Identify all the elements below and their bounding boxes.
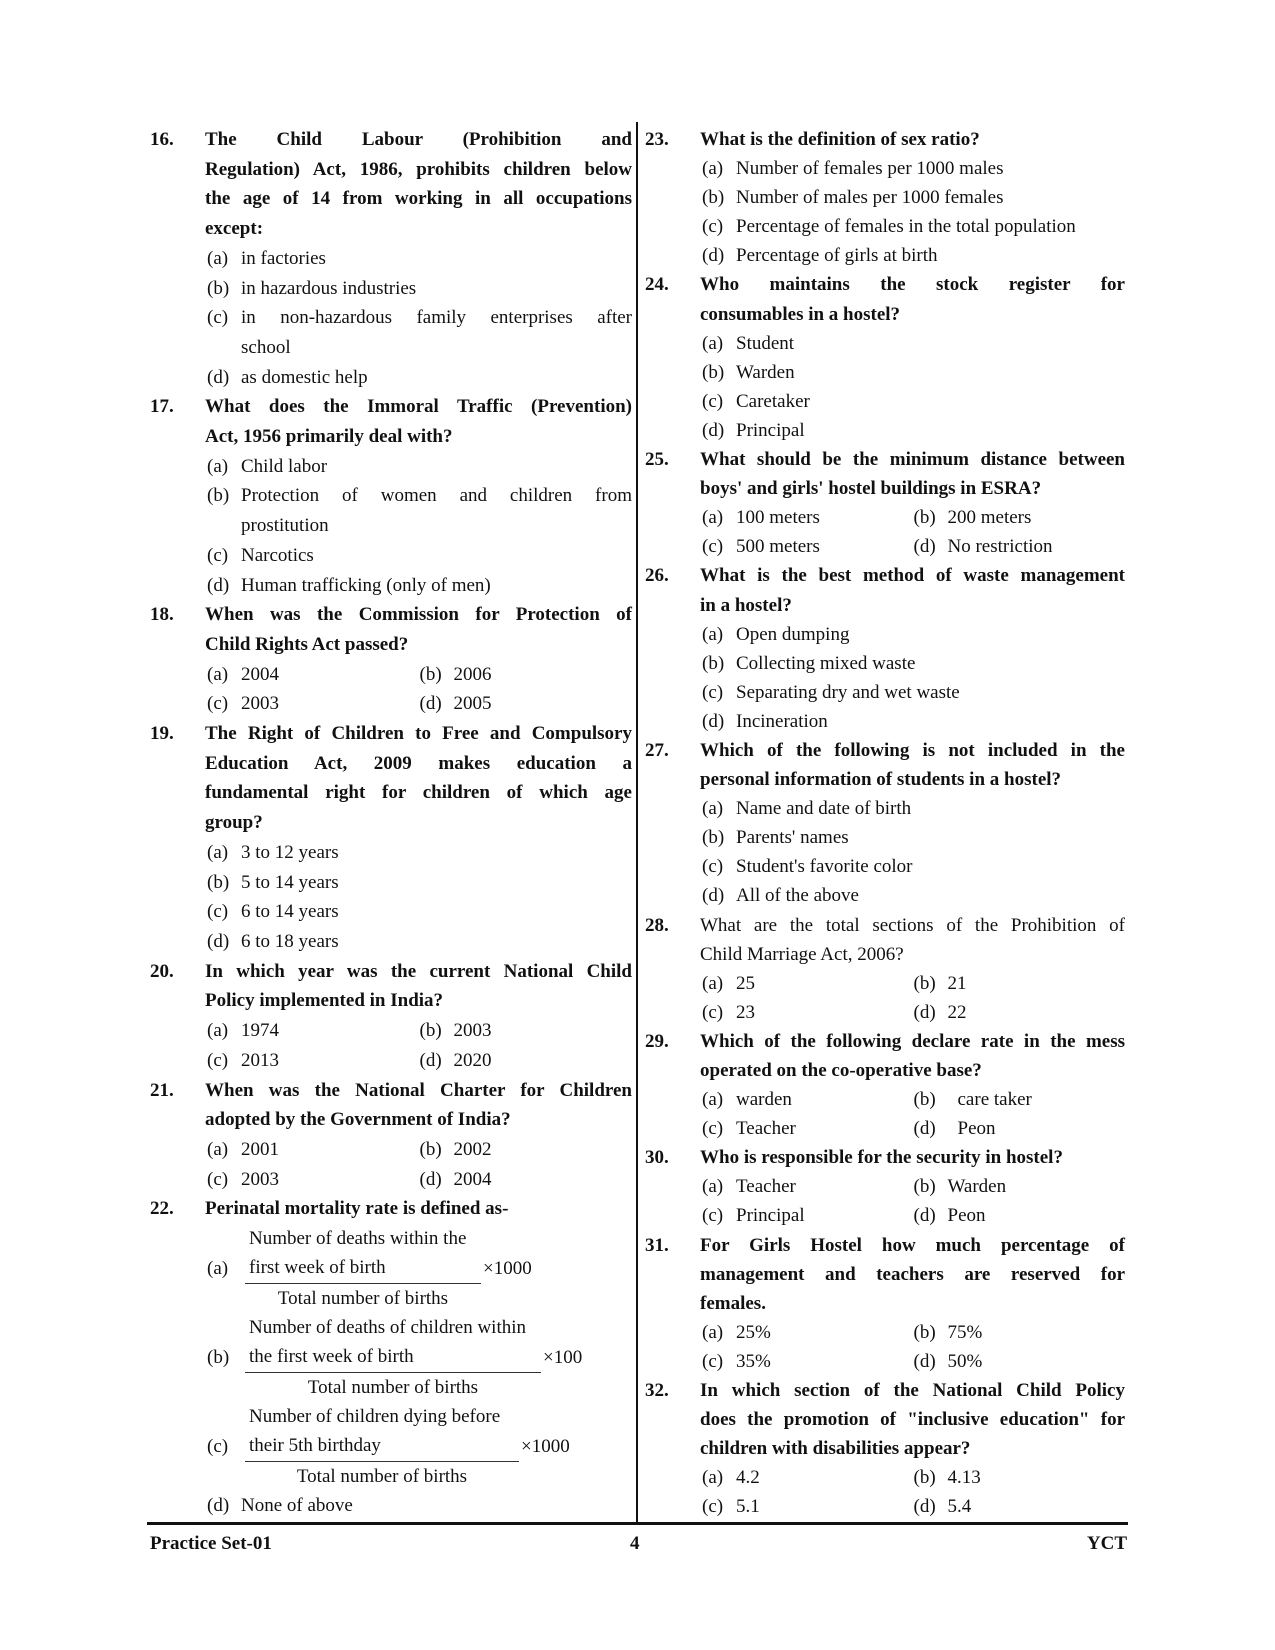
option-a[interactable]: (a) 1974 <box>207 1020 279 1042</box>
options <box>702 503 1125 561</box>
option-b[interactable]: (b) Parents' names <box>702 827 849 849</box>
question-29 <box>645 1027 1125 1143</box>
question-number: 25. <box>645 449 669 471</box>
option-c[interactable]: (c) 5.1 <box>702 1496 760 1518</box>
question-25 <box>645 445 1125 561</box>
option-c[interactable]: (c) Teacher <box>702 1118 796 1140</box>
option-d[interactable]: (d) Incineration <box>702 710 828 732</box>
option-b[interactable]: (b) 2006 <box>419 663 492 685</box>
question-number: 26. <box>645 565 669 587</box>
option-b[interactable]: (b) 5 to 14 years <box>207 871 339 893</box>
denominator: Total number of births <box>307 1377 479 1399</box>
question-number: 28. <box>645 914 669 936</box>
column-divider <box>636 122 638 1524</box>
question-23 <box>645 125 1125 270</box>
option-c[interactable]: (c) Separating dry and wet waste <box>702 681 960 703</box>
question-stem: Which of the following declare rate in the mess operated on the co-operative base? <box>700 1030 1125 1081</box>
option-c[interactable]: (c) Caretaker <box>702 390 810 412</box>
numerator-line-2: their 5th birthday <box>245 1431 519 1462</box>
question-stem: Which of the following is not included in the personal information of students in a hostel? <box>700 739 1125 791</box>
option-c[interactable]: (c) Percentage of females in the total population <box>702 216 1076 238</box>
options <box>702 1318 1125 1376</box>
question-number: 22. <box>150 1198 174 1220</box>
question-stem: What is the definition of sex ratio? <box>700 129 980 150</box>
footer-publisher: YCT <box>1086 1533 1127 1554</box>
question-stem: When was the Commission for Protection of Child Rights Act passed? <box>205 604 632 655</box>
question-stem: For Girls Hostel how much percentage of management and teachers are reserved for females. <box>700 1234 1125 1314</box>
question-16 <box>150 125 632 392</box>
option-b[interactable]: (b) 2002 <box>419 1138 492 1160</box>
option-d[interactable]: (d) Peon <box>913 1205 986 1227</box>
question-31 <box>645 1231 1125 1376</box>
options <box>207 1224 632 1521</box>
question-number: 17. <box>150 396 174 418</box>
question-number: 16. <box>150 129 174 150</box>
option-d[interactable]: (d) 2004 <box>419 1168 492 1190</box>
option-a[interactable]: (a) 100 meters <box>702 507 820 529</box>
option-c[interactable]: (c) Narcotics <box>207 544 314 566</box>
denominator: Total number of births <box>296 1466 468 1488</box>
option-d[interactable]: (d) 2005 <box>419 693 492 715</box>
option-b[interactable]: (b) Collecting mixed waste <box>702 652 916 674</box>
question-stem: In which year was the current National Child Policy implemented in India? <box>205 960 632 1012</box>
question-number: 18. <box>150 604 174 626</box>
option-a[interactable]: (a) Teacher <box>702 1176 796 1198</box>
fraction <box>245 1313 541 1403</box>
options <box>702 154 1125 270</box>
option-b[interactable]: (b) Number of males per 1000 females <box>702 187 1004 209</box>
question-stem: Perinatal mortality rate is defined as- <box>205 1198 509 1220</box>
question-32 <box>645 1376 1125 1521</box>
option-c[interactable]: (c) 6 to 14 years <box>207 901 339 923</box>
footer-set-label: Practice Set-01 <box>150 1533 272 1554</box>
question-26 <box>645 561 1125 736</box>
multiplier: ×1000 <box>483 1257 532 1279</box>
option-a[interactable]: (a) warden <box>702 1089 792 1111</box>
option-b[interactable]: (b) in hazardous industries <box>207 277 417 299</box>
options <box>207 244 632 393</box>
question-stem: In which section of the National Child Policy does the promotion of "inclusive education" for children with disabilities appear? <box>700 1380 1125 1460</box>
option-b[interactable]: (b) Warden <box>702 361 795 383</box>
option-b[interactable]: (b) 4.13 <box>913 1467 981 1489</box>
option-c[interactable]: (c) Number of children dying before their 5th birthday Total number of births ×1000 <box>207 1402 632 1491</box>
page-number: 4 <box>630 1533 640 1554</box>
question-number: 27. <box>645 739 669 761</box>
option-a[interactable]: (a) 3 to 12 years <box>207 841 339 863</box>
question-21 <box>150 1076 632 1195</box>
option-d[interactable]: (d) Peon <box>913 1118 996 1140</box>
option-a[interactable]: (a) 25% <box>702 1321 771 1343</box>
options <box>702 794 1125 910</box>
multiplier: ×1000 <box>521 1435 570 1457</box>
question-24 <box>645 270 1125 445</box>
option-d[interactable]: (d) as domestic help <box>207 366 368 388</box>
question-30 <box>645 1143 1125 1230</box>
question-number: 19. <box>150 723 174 745</box>
question-19 <box>150 719 632 957</box>
question-number: 23. <box>645 129 669 150</box>
option-b[interactable]: (b) care taker <box>913 1089 1032 1111</box>
option-b[interactable]: (b) Number of deaths of children within the first week of birth Total number of births ×100 <box>207 1313 632 1402</box>
question-number: 21. <box>150 1079 174 1101</box>
option-a[interactable]: (a) Student <box>702 332 795 354</box>
option-d[interactable]: (d) 50% <box>913 1350 983 1372</box>
option-c[interactable]: (c) 23 <box>702 1001 755 1023</box>
options <box>207 1016 632 1075</box>
question-number: 31. <box>645 1234 669 1256</box>
option-a[interactable]: (a) Number of deaths within the first week of birth Total number of births ×1000 <box>207 1224 632 1313</box>
question-stem: What does the Immoral Traffic (Prevention) Act, 1956 primarily deal with? <box>205 396 632 448</box>
fraction <box>245 1224 481 1314</box>
question-18 <box>150 600 632 719</box>
question-number: 29. <box>645 1030 669 1052</box>
options <box>702 1172 1125 1230</box>
option-c[interactable]: (c) 2003 <box>207 693 279 715</box>
option-d[interactable]: (d) Human trafficking (only of men) <box>207 574 491 596</box>
option-a[interactable]: (a) Number of females per 1000 males <box>702 158 1004 180</box>
question-stem: What is the best method of waste management in a hostel? <box>700 565 1125 616</box>
options <box>207 1135 632 1194</box>
question-stem: What should be the minimum distance between boys' and girls' hostel buildings in ESRA? <box>700 449 1125 500</box>
option-d[interactable]: (d) Principal <box>702 419 805 441</box>
option-c[interactable]: (c) 2003 <box>207 1168 279 1190</box>
option-b[interactable]: (b) 2003 <box>419 1020 492 1042</box>
options <box>702 620 1125 736</box>
option-c[interactable]: (c) Principal <box>702 1205 805 1227</box>
option-b[interactable]: (b) Warden <box>913 1176 1007 1198</box>
question-28 <box>645 911 1125 1027</box>
left-column <box>150 125 632 1521</box>
numerator-line-2: first week of birth <box>245 1253 481 1284</box>
option-d[interactable]: (d) 6 to 18 years <box>207 930 339 952</box>
right-column <box>645 125 1125 1522</box>
numerator-line-1: Number of deaths of children within <box>249 1316 527 1338</box>
option-b[interactable]: (b) 75% <box>913 1321 983 1343</box>
options <box>207 660 632 719</box>
numerator-line-1: Number of deaths within the <box>249 1227 467 1249</box>
question-number: 24. <box>645 274 669 296</box>
question-20 <box>150 957 632 1076</box>
option-d[interactable]: (d) None of above <box>207 1495 353 1517</box>
option-a[interactable]: (a) 2004 <box>207 663 279 685</box>
option-d[interactable]: (d) 5.4 <box>913 1496 972 1518</box>
option-a[interactable]: (a) 4.2 <box>702 1467 760 1489</box>
question-stem: What are the total sections of the Prohibition of Child Marriage Act, 2006? <box>700 914 1125 965</box>
option-b[interactable]: (b) Protection of women and children from prostitution <box>207 485 632 537</box>
option-d[interactable]: (d) No restriction <box>913 536 1053 558</box>
option-a[interactable]: (a) in factories <box>207 247 326 269</box>
option-b[interactable]: (b) 200 meters <box>913 507 1032 529</box>
question-stem: The Child Labour (Prohibition and Regulation) Act, 1986, prohibits children below the age of 14 from working in all occupations except: <box>205 129 632 240</box>
option-d[interactable]: (d) 22 <box>913 1001 967 1023</box>
option-c[interactable]: (c) in non-hazardous family enterprises after school <box>207 307 632 358</box>
option-b[interactable]: (b) 21 <box>913 972 967 994</box>
fraction <box>245 1402 519 1492</box>
multiplier: ×100 <box>543 1346 583 1368</box>
option-c[interactable]: (c) 35% <box>702 1350 771 1372</box>
numerator-line-2: the first week of birth <box>245 1342 541 1373</box>
question-stem: Who maintains the stock register for consumables in a hostel? <box>700 274 1125 325</box>
question-17 <box>150 392 632 600</box>
options <box>702 329 1125 445</box>
question-stem: The Right of Children to Free and Compulsory Education Act, 2009 makes education a fundamental right for children of which age group? <box>205 723 632 834</box>
question-stem: Who is responsible for the security in hostel? <box>700 1147 1063 1169</box>
options <box>207 838 632 957</box>
question-number: 32. <box>645 1380 669 1402</box>
option-d[interactable]: (d) All of the above <box>702 885 859 907</box>
options <box>702 1463 1125 1521</box>
option-c[interactable]: (c) 2013 <box>207 1049 279 1071</box>
option-a[interactable]: (a) 2001 <box>207 1138 279 1160</box>
question-27 <box>645 736 1125 911</box>
option-a[interactable]: (a) 25 <box>702 972 755 994</box>
option-d[interactable]: (d) Percentage of girls at birth <box>702 245 938 267</box>
question-stem: When was the National Charter for Children adopted by the Government of India? <box>205 1079 632 1131</box>
options <box>702 1085 1125 1143</box>
option-a[interactable]: (a) Child labor <box>207 455 328 477</box>
numerator-line-1: Number of children dying before <box>249 1405 501 1427</box>
options <box>207 452 632 601</box>
option-a[interactable]: (a) Name and date of birth <box>702 798 912 820</box>
option-a[interactable]: (a) Open dumping <box>702 623 850 645</box>
question-22 <box>150 1194 632 1521</box>
option-d[interactable]: (d) 2020 <box>419 1049 492 1071</box>
question-number: 30. <box>645 1147 669 1169</box>
option-c[interactable]: (c) 500 meters <box>702 536 820 558</box>
options <box>702 969 1125 1027</box>
option-c[interactable]: (c) Student's favorite color <box>702 856 913 878</box>
footer-rule <box>147 1522 1128 1525</box>
question-number: 20. <box>150 960 174 982</box>
denominator: Total number of births <box>277 1287 449 1309</box>
